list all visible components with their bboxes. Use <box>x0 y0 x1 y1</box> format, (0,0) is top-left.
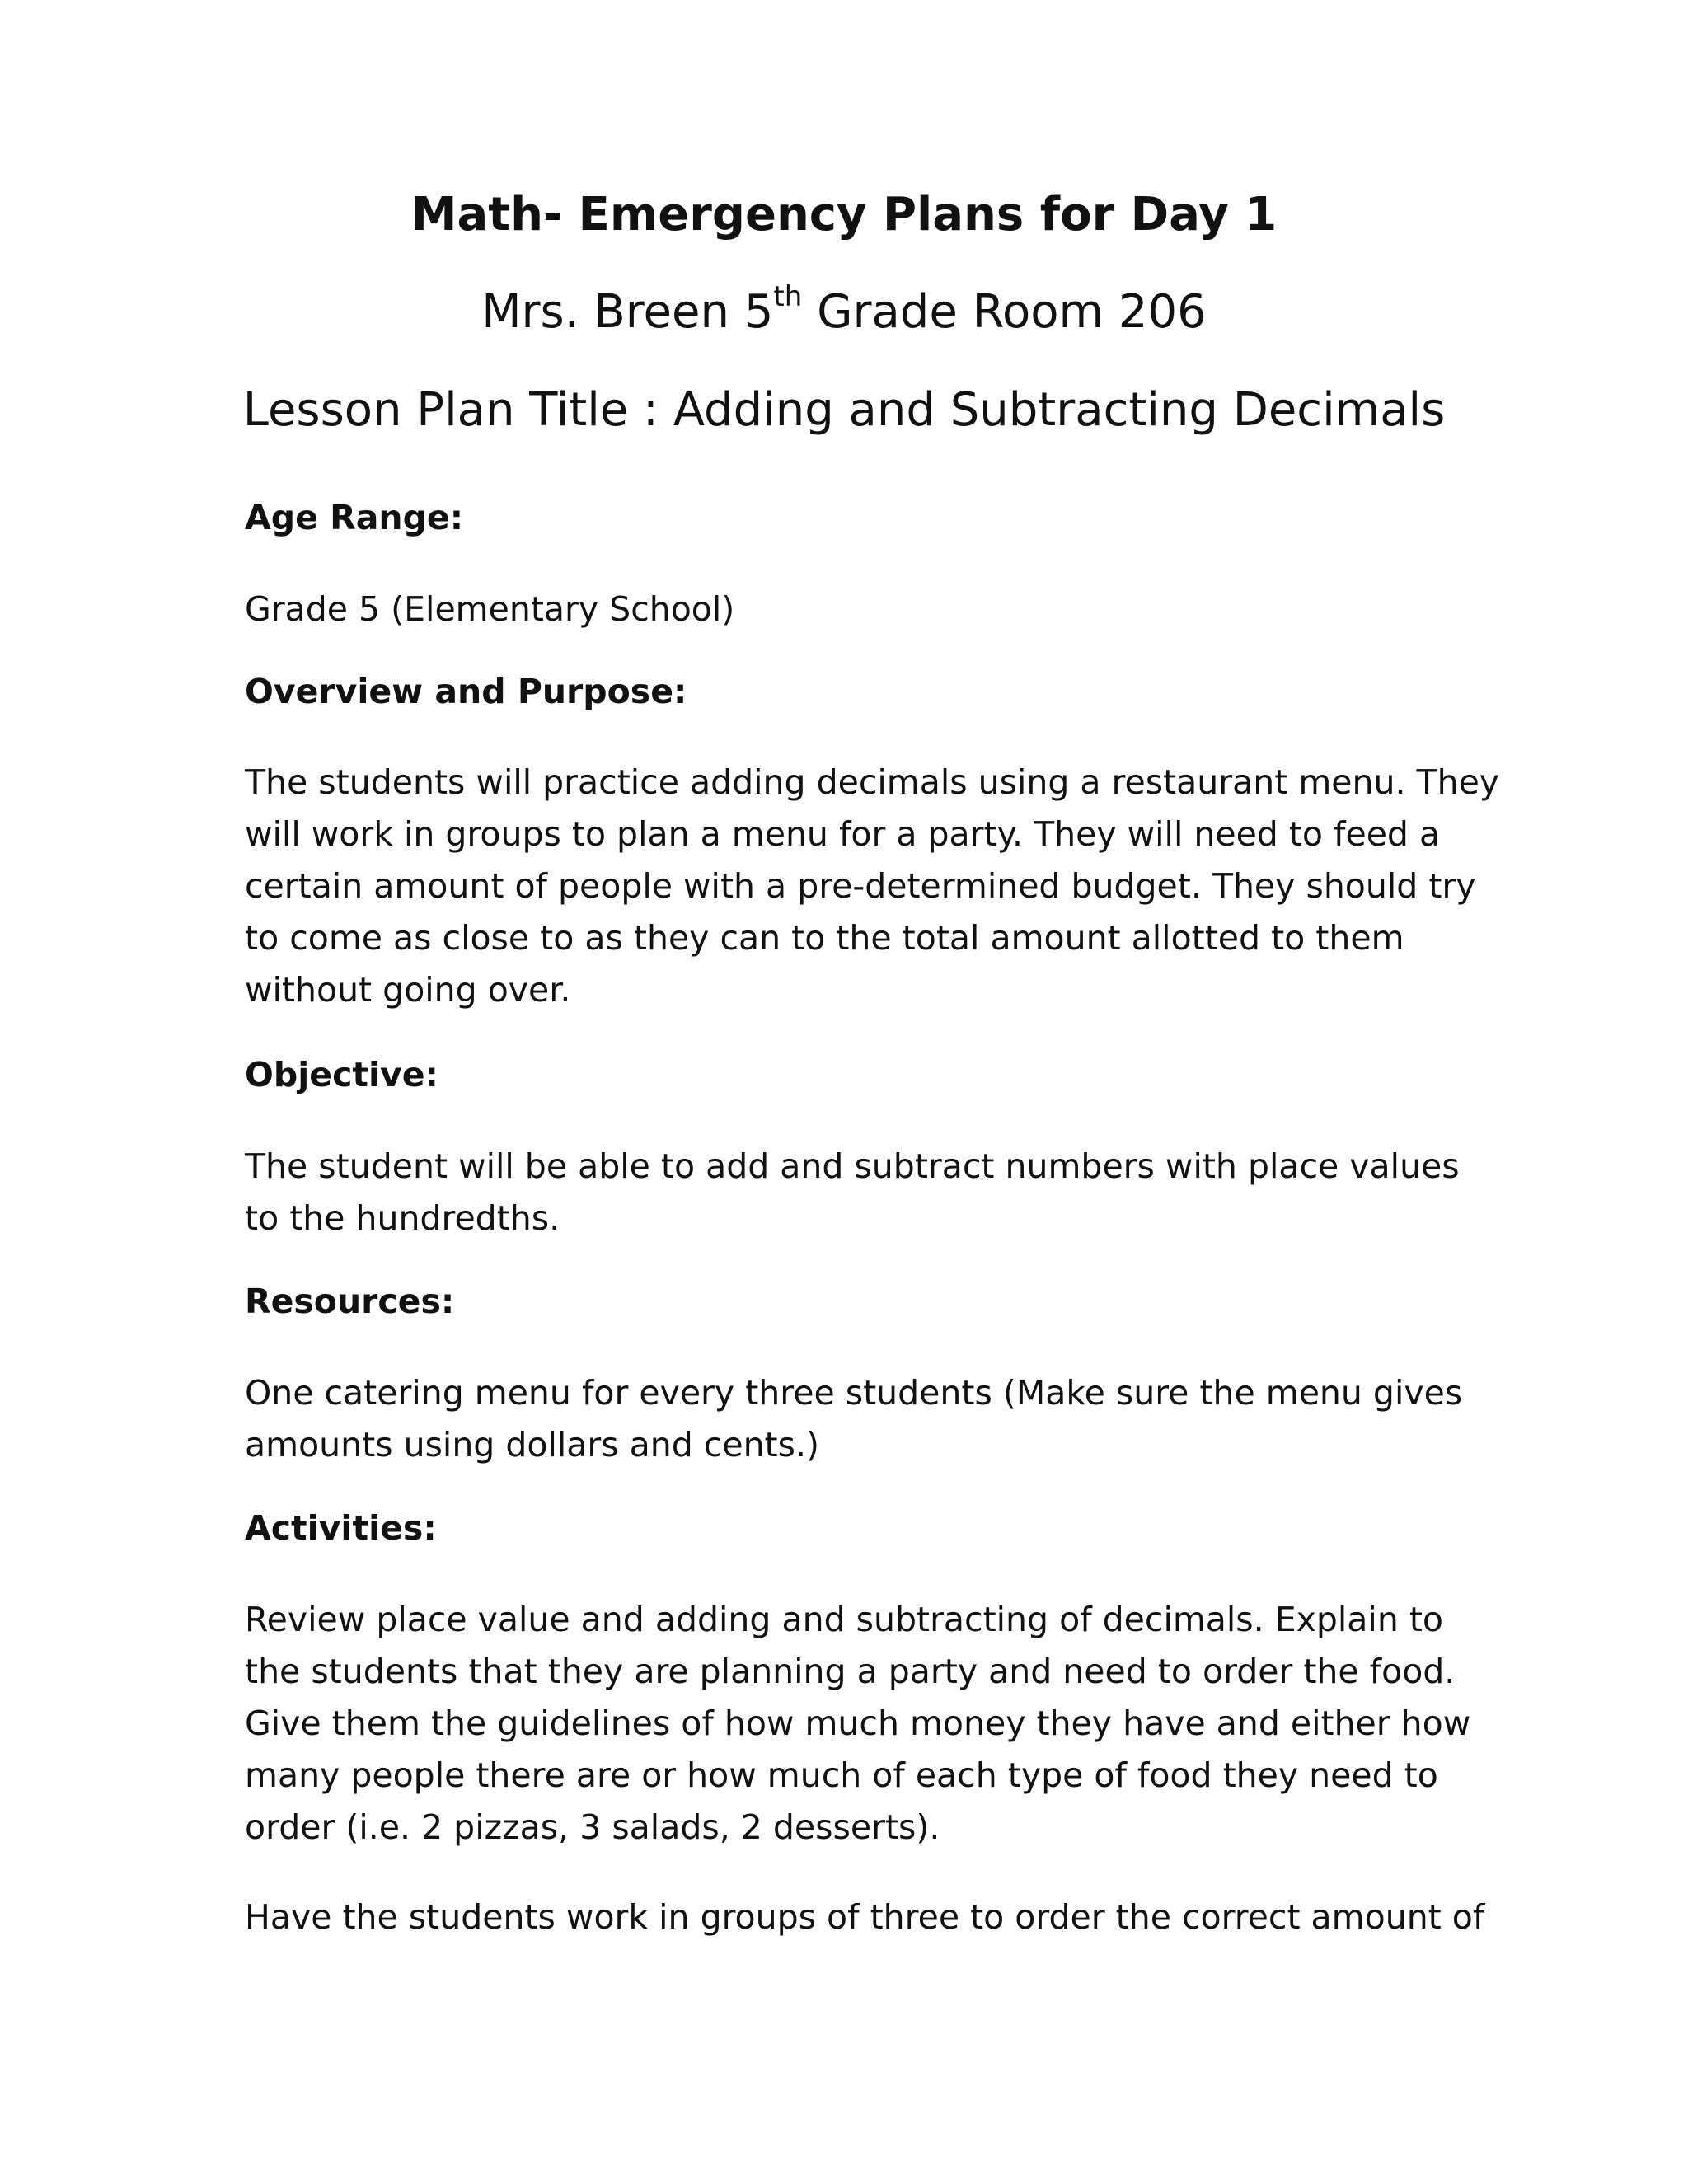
lesson-plan-title: Lesson Plan Title : Adding and Subtracting Decimals <box>242 383 1446 437</box>
objective-text <box>245 1141 1465 1244</box>
activities-text <box>245 1594 1471 1854</box>
objective-heading: Objective: <box>245 1055 438 1094</box>
grade-ordinal-superscript: th <box>773 280 803 314</box>
resources-heading: Resources: <box>245 1282 455 1321</box>
text-line: to the hundredths. <box>245 1198 560 1238</box>
age-range-heading: Age Range: <box>245 498 464 537</box>
overview-heading: Overview and Purpose: <box>245 672 687 711</box>
text-line: will work in groups to plan a menu for a party. They will need to feed a <box>245 814 1441 854</box>
resources-text <box>245 1367 1465 1471</box>
text-line: the students that they are planning a party and need to order the food. <box>245 1652 1456 1691</box>
teacher-suffix: Grade Room 206 <box>802 285 1207 339</box>
text-line: Grade 5 (Elementary School) <box>245 589 735 629</box>
teacher-prefix: Mrs. Breen 5 <box>481 285 774 339</box>
text-line: One catering menu for every three students (Make sure the menu gives <box>245 1373 1463 1413</box>
document-title: Math- Emergency Plans for Day 1 <box>410 188 1278 241</box>
text-line: Have the students work in groups of three to order the correct amount of <box>245 1897 1485 1937</box>
age-range-text <box>245 583 1465 635</box>
teacher-line <box>0 280 1688 339</box>
activities-heading: Activities: <box>245 1508 437 1548</box>
text-line: amounts using dollars and cents.) <box>245 1425 820 1465</box>
text-line: Give them the guidelines of how much money they have and either how <box>245 1704 1471 1743</box>
text-line: order (i.e. 2 pizzas, 3 salads, 2 desserts). <box>245 1807 940 1847</box>
text-line: certain amount of people with a pre-determined budget. They should try <box>245 866 1476 906</box>
text-line: The students will practice adding decimals using a restaurant menu. They <box>245 762 1500 802</box>
text-line: Review place value and adding and subtracting of decimals. Explain to <box>245 1600 1443 1639</box>
text-line: to come as close to as they can to the total amount allotted to them <box>245 918 1404 958</box>
text-line: many people there are or how much of each type of food they need to <box>245 1755 1438 1795</box>
overview-text <box>245 757 1500 1016</box>
activities-continued-text <box>245 1891 1485 1943</box>
text-line: without going over. <box>245 970 571 1010</box>
text-line: The student will be able to add and subtract numbers with place values <box>245 1146 1460 1186</box>
